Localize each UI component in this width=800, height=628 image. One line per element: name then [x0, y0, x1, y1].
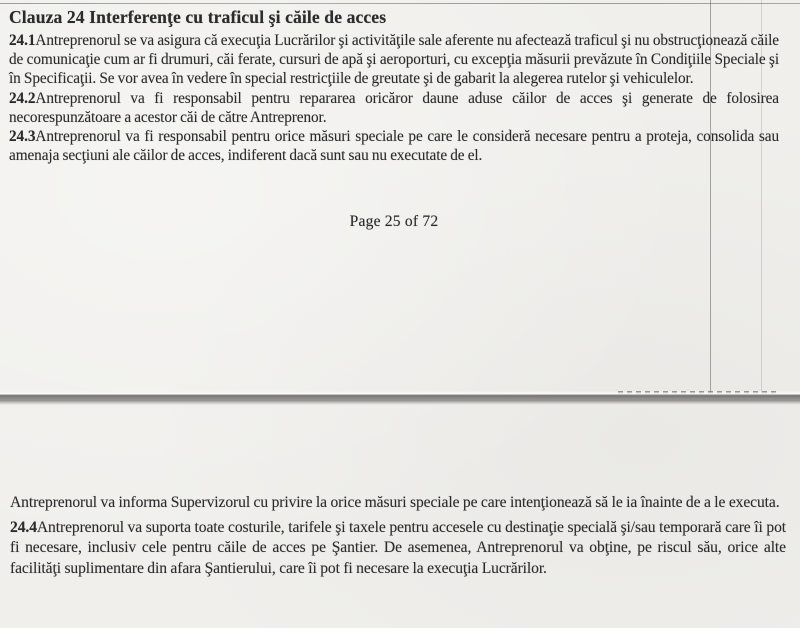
- page-26-text-block: [10, 493, 786, 579]
- page-separator-band: [0, 391, 800, 405]
- clause-24-1-number: 24.1: [9, 32, 36, 49]
- clause-24-3-number: 24.3: [9, 128, 36, 146]
- page-number: Page 25 of 72: [349, 213, 439, 231]
- clause-24-2-paragraph: [9, 89, 779, 127]
- clause-heading: Clauza 24 Interferenţe cu traficul şi căile de acces: [9, 7, 387, 27]
- clause-24-3-paragraph: [9, 127, 779, 165]
- clause-24-4-number: 24.4: [10, 518, 37, 536]
- clause-24-3-text: Antreprenorul va fi responsabil pentru orice măsuri speciale pe care le consideră necesare pentru a proteja, consolida sau amenaja secţiuni ale căilor de acces, indiferent dacă sunt sau nu executate de el.: [9, 128, 779, 165]
- clause-24-1-paragraph: [9, 31, 779, 89]
- clause-24-2-text: Antreprenorul va fi responsabil pentru repararea oricăror daune aduse căilor de acces şi generate de folosirea necorespunzătoare a acestor căi de către Antreprenor.: [9, 89, 779, 126]
- continuation-paragraph: [10, 493, 786, 514]
- scan-top-rule: [0, 3, 800, 4]
- clause-24-1-text: Antreprenorul se va asigura că execuţia Lucrărilor şi activităţile sale aferente nu afectează traficul şi nu obstrucţionează căile de comunicaţie cum ar fi drumuri, căi ferate, cursuri de apă şi aeroporturi, cu excepţia măsurii prevăzute în Condiţiile Speciale şi în Specificaţii. Se vor avea în vedere în special restricţiile de greutate şi de gabarit la alegerea rutelor şi vehiculelor.: [9, 32, 779, 88]
- clause-24-4-text: Antreprenorul va suporta toate costurile, tarifele şi taxele pentru accesele cu destinaţie specială şi/sau temporară care îi pot fi necesare, inclusiv cele pentru căile de acces pe Şantier. De asemenea, Antreprenorul va obţine, pe riscul său, orice alte facilităţi suplimentare din afara Şantierului, care îi pot fi necesare la execuţia Lucrărilor.: [10, 518, 786, 577]
- clause-24-4-paragraph: [10, 518, 786, 580]
- page-25-text-block: [9, 6, 779, 231]
- clause-24-2-number: 24.2: [9, 89, 36, 107]
- continuation-text: Antreprenorul va informa Supervizorul cu privire la orice măsuri speciale pe care intenţionează să le ia înainte de a le executa.: [10, 494, 780, 511]
